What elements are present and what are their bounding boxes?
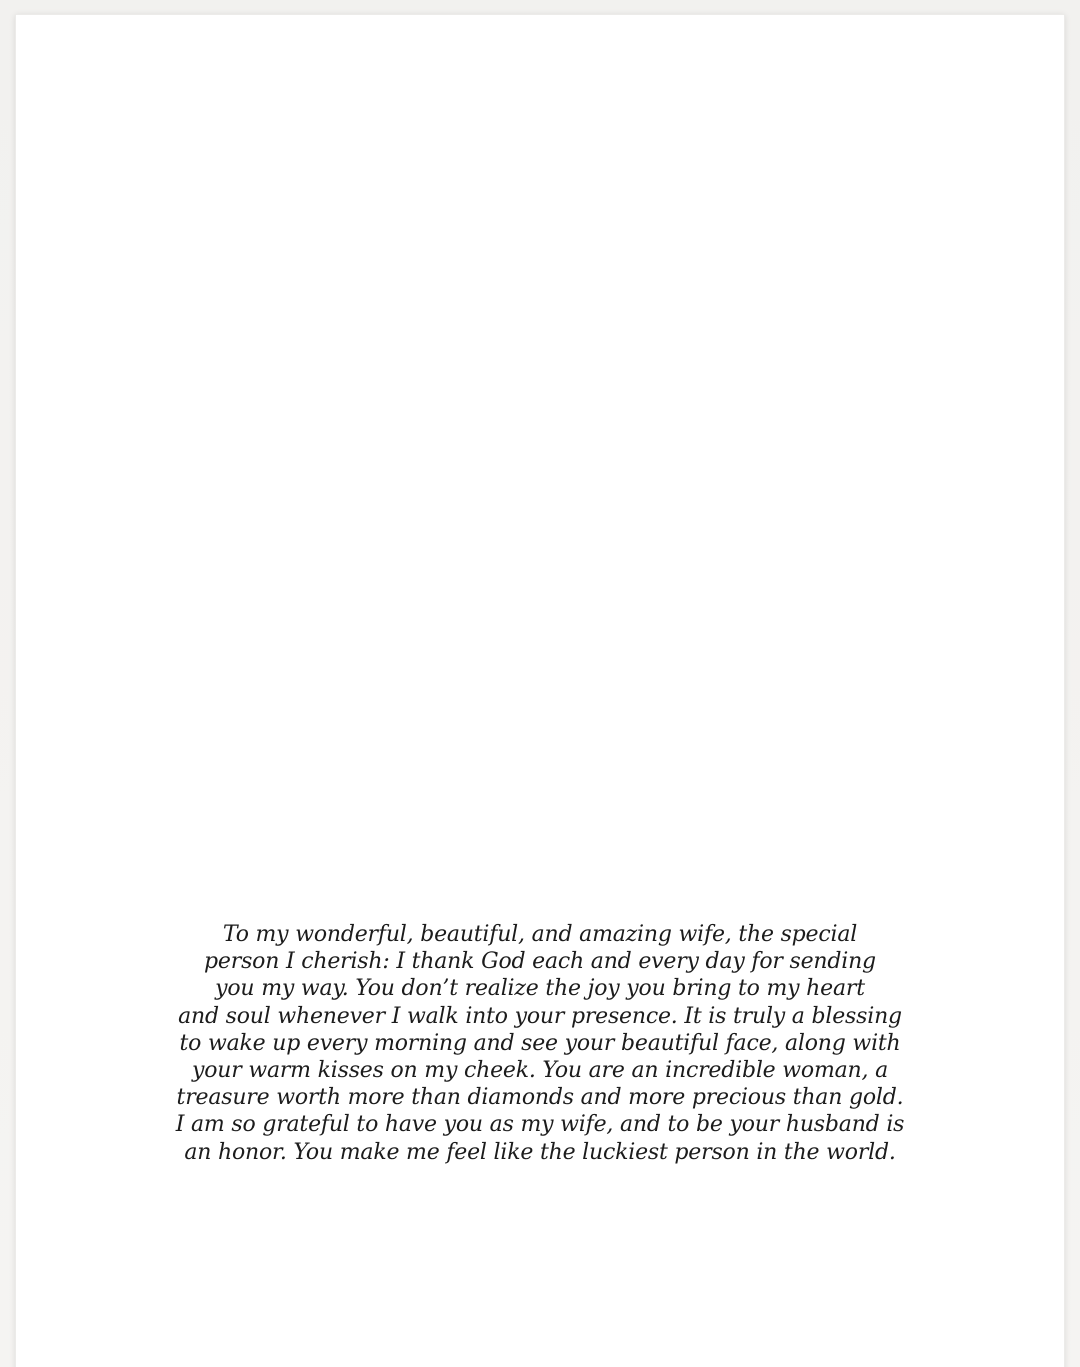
- message-line: to wake up every morning and see your beautiful face, along with: [179, 1030, 901, 1056]
- card-page: [15, 14, 1065, 1367]
- message-line: an honor. You make me feel like the luckiest person in the world.: [184, 1139, 896, 1165]
- message-line: and soul whenever I walk into your presence. It is truly a blessing: [178, 1003, 902, 1029]
- message-line: you my way. You don’t realize the joy you bring to my heart: [215, 976, 865, 1002]
- message-line: treasure worth more than diamonds and more precious than gold.: [176, 1085, 904, 1111]
- card-message-block[interactable]: [16, 921, 1064, 1166]
- message-line: person I cherish: I thank God each and every day for sending: [204, 949, 876, 975]
- message-line: your warm kisses on my cheek. You are an incredible woman, a: [191, 1058, 889, 1084]
- message-line: To my wonderful, beautiful, and amazing wife, the special: [222, 922, 858, 947]
- message-line: I am so grateful to have you as my wife, and to be your husband is: [175, 1112, 905, 1138]
